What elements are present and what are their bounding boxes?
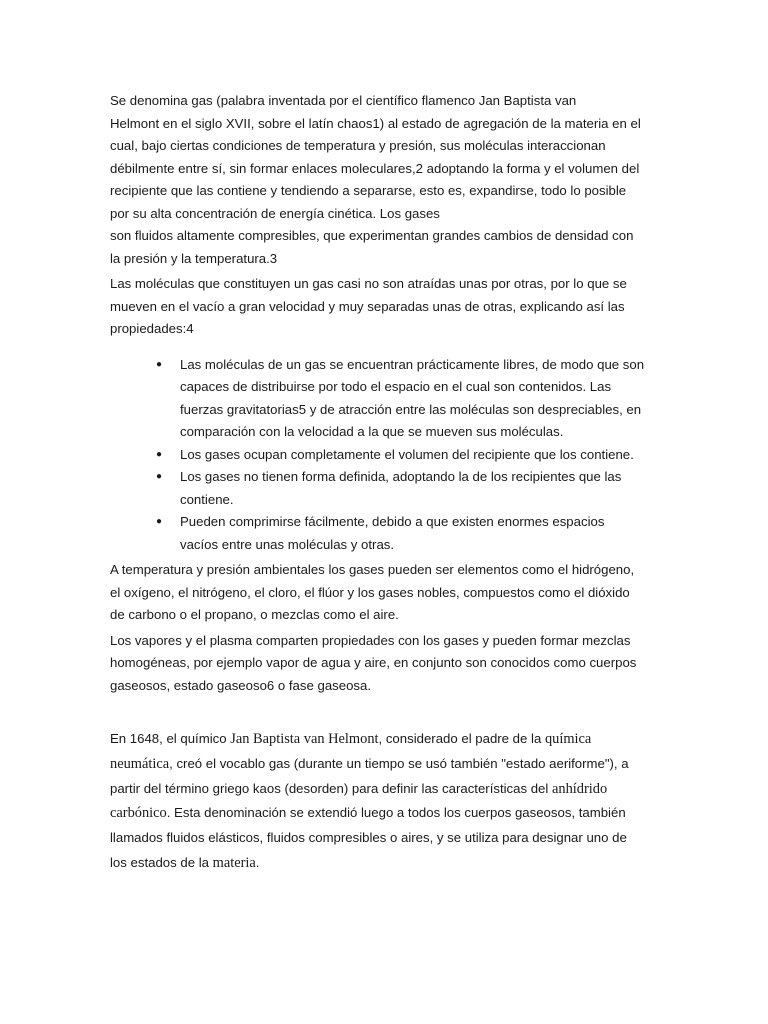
link-materia[interactable]: materia bbox=[212, 854, 256, 871]
paragraph-molecules bbox=[110, 273, 662, 341]
list-item bbox=[156, 511, 662, 556]
list-item-text: capaces de distribuirse por todo el espacio en el cual son contenidos. Las bbox=[180, 379, 612, 394]
properties-list bbox=[156, 354, 662, 557]
link-anhidrido[interactable]: anhídrido bbox=[552, 780, 608, 797]
list-item-text: fuerzas gravitatorias5 y de atracción entre las moléculas son despreciables, en bbox=[180, 401, 642, 417]
list-item-text: Los gases ocupan completamente el volumen del recipiente que los contiene. bbox=[180, 446, 634, 462]
bullet-icon: ● bbox=[156, 448, 163, 460]
paragraph-gas-definition bbox=[110, 90, 662, 270]
text-line: carbónico. Esta denominación se extendió luego a todos los cuerpos gaseosos, también bbox=[110, 805, 626, 822]
text-line: neumática, creó el vocablo gas (durante un tiempo se usó también "estado aeriforme"), a bbox=[110, 755, 629, 772]
list-item bbox=[156, 354, 662, 444]
bullet-icon: ● bbox=[156, 471, 163, 482]
list-item-text: vacíos entre unas moléculas y otras. bbox=[180, 536, 395, 552]
paragraph-history bbox=[110, 727, 662, 876]
text-line: Los vapores y el plasma comparten propiedades con los gases y pueden formar mezclas bbox=[110, 632, 631, 648]
text-line: gaseosos, estado gaseoso6 o fase gaseosa. bbox=[110, 677, 372, 693]
text-line: Las moléculas que constituyen un gas casi no son atraídas unas por otras, por lo que se bbox=[110, 276, 627, 291]
text-line: débilmente entre sí, sin formar enlaces moleculares,2 adoptando la forma y el volumen del bbox=[110, 160, 640, 176]
link-carbonico[interactable]: carbónico bbox=[110, 805, 167, 822]
list-item bbox=[156, 466, 662, 511]
text-line: mueven en el vacío a gran velocidad y muy separadas unas de otras, explicando así las bbox=[110, 298, 625, 314]
list-item-text: comparación con la velocidad a la que se mueven sus moléculas. bbox=[180, 424, 564, 439]
text-line: los estados de la materia. bbox=[110, 854, 260, 871]
text-line: propiedades:4 bbox=[110, 321, 194, 336]
link-neumatica[interactable]: neumática bbox=[110, 755, 170, 772]
bullet-icon: ● bbox=[156, 516, 163, 527]
text-line: recipiente que las contiene y tendiendo a separarse, esto es, expandirse, todo lo posible bbox=[110, 183, 627, 198]
text-line: partir del término griego kaos (desorden) para definir las características del anhídrido bbox=[110, 780, 608, 797]
text-line: la presión y la temperatura.3 bbox=[110, 250, 278, 266]
text-line: el oxígeno, el nitrógeno, el cloro, el flúor y los gases nobles, compuestos como el dióxido bbox=[110, 584, 630, 600]
text-line: homogéneas, por ejemplo vapor de agua y aire, en conjunto son conocidos como cuerpos bbox=[110, 655, 637, 670]
link-jan-baptista-van-helmont[interactable]: Jan Baptista van Helmont bbox=[230, 731, 379, 747]
document-page bbox=[110, 90, 662, 876]
text-line: Se denomina gas (palabra inventada por el científico flamenco Jan Baptista van bbox=[110, 93, 577, 108]
list-item bbox=[156, 444, 662, 467]
text-line: A temperatura y presión ambientales los gases pueden ser elementos como el hidrógeno, bbox=[110, 562, 635, 577]
link-quimica[interactable]: química bbox=[544, 731, 592, 747]
list-item-text: Pueden comprimirse fácilmente, debido a que existen enormes espacios bbox=[180, 514, 605, 529]
text-line: de carbono o el propano, o mezclas como el aire. bbox=[110, 607, 399, 622]
text-line: por su alta concentración de energía cinética. Los gases bbox=[110, 205, 440, 221]
list-item-text: Los gases no tienen forma definida, adoptando la de los recipientes que las bbox=[180, 469, 622, 484]
paragraph-vapors bbox=[110, 630, 662, 698]
text-line: cual, bajo ciertas condiciones de temperatura y presión, sus moléculas interaccionan bbox=[110, 138, 606, 153]
text-line: llamados fluidos elásticos, fluidos compresibles o aires, y se utiliza para designar uno de bbox=[110, 830, 627, 846]
text-line: Helmont en el siglo XVII, sobre el latín chaos1) al estado de agregación de la materia en el bbox=[110, 115, 641, 131]
text-line: son fluidos altamente compresibles, que experimentan grandes cambios de densidad con bbox=[110, 228, 634, 243]
list-item-text: contiene. bbox=[180, 491, 234, 507]
bullet-icon: ● bbox=[156, 358, 163, 370]
text-line: En 1648, el químico Jan Baptista van Helmont, considerado el padre de la química bbox=[110, 731, 592, 747]
list-item-text: Las moléculas de un gas se encuentran prácticamente libres, de modo que son bbox=[180, 356, 645, 372]
paragraph-elements bbox=[110, 559, 662, 627]
